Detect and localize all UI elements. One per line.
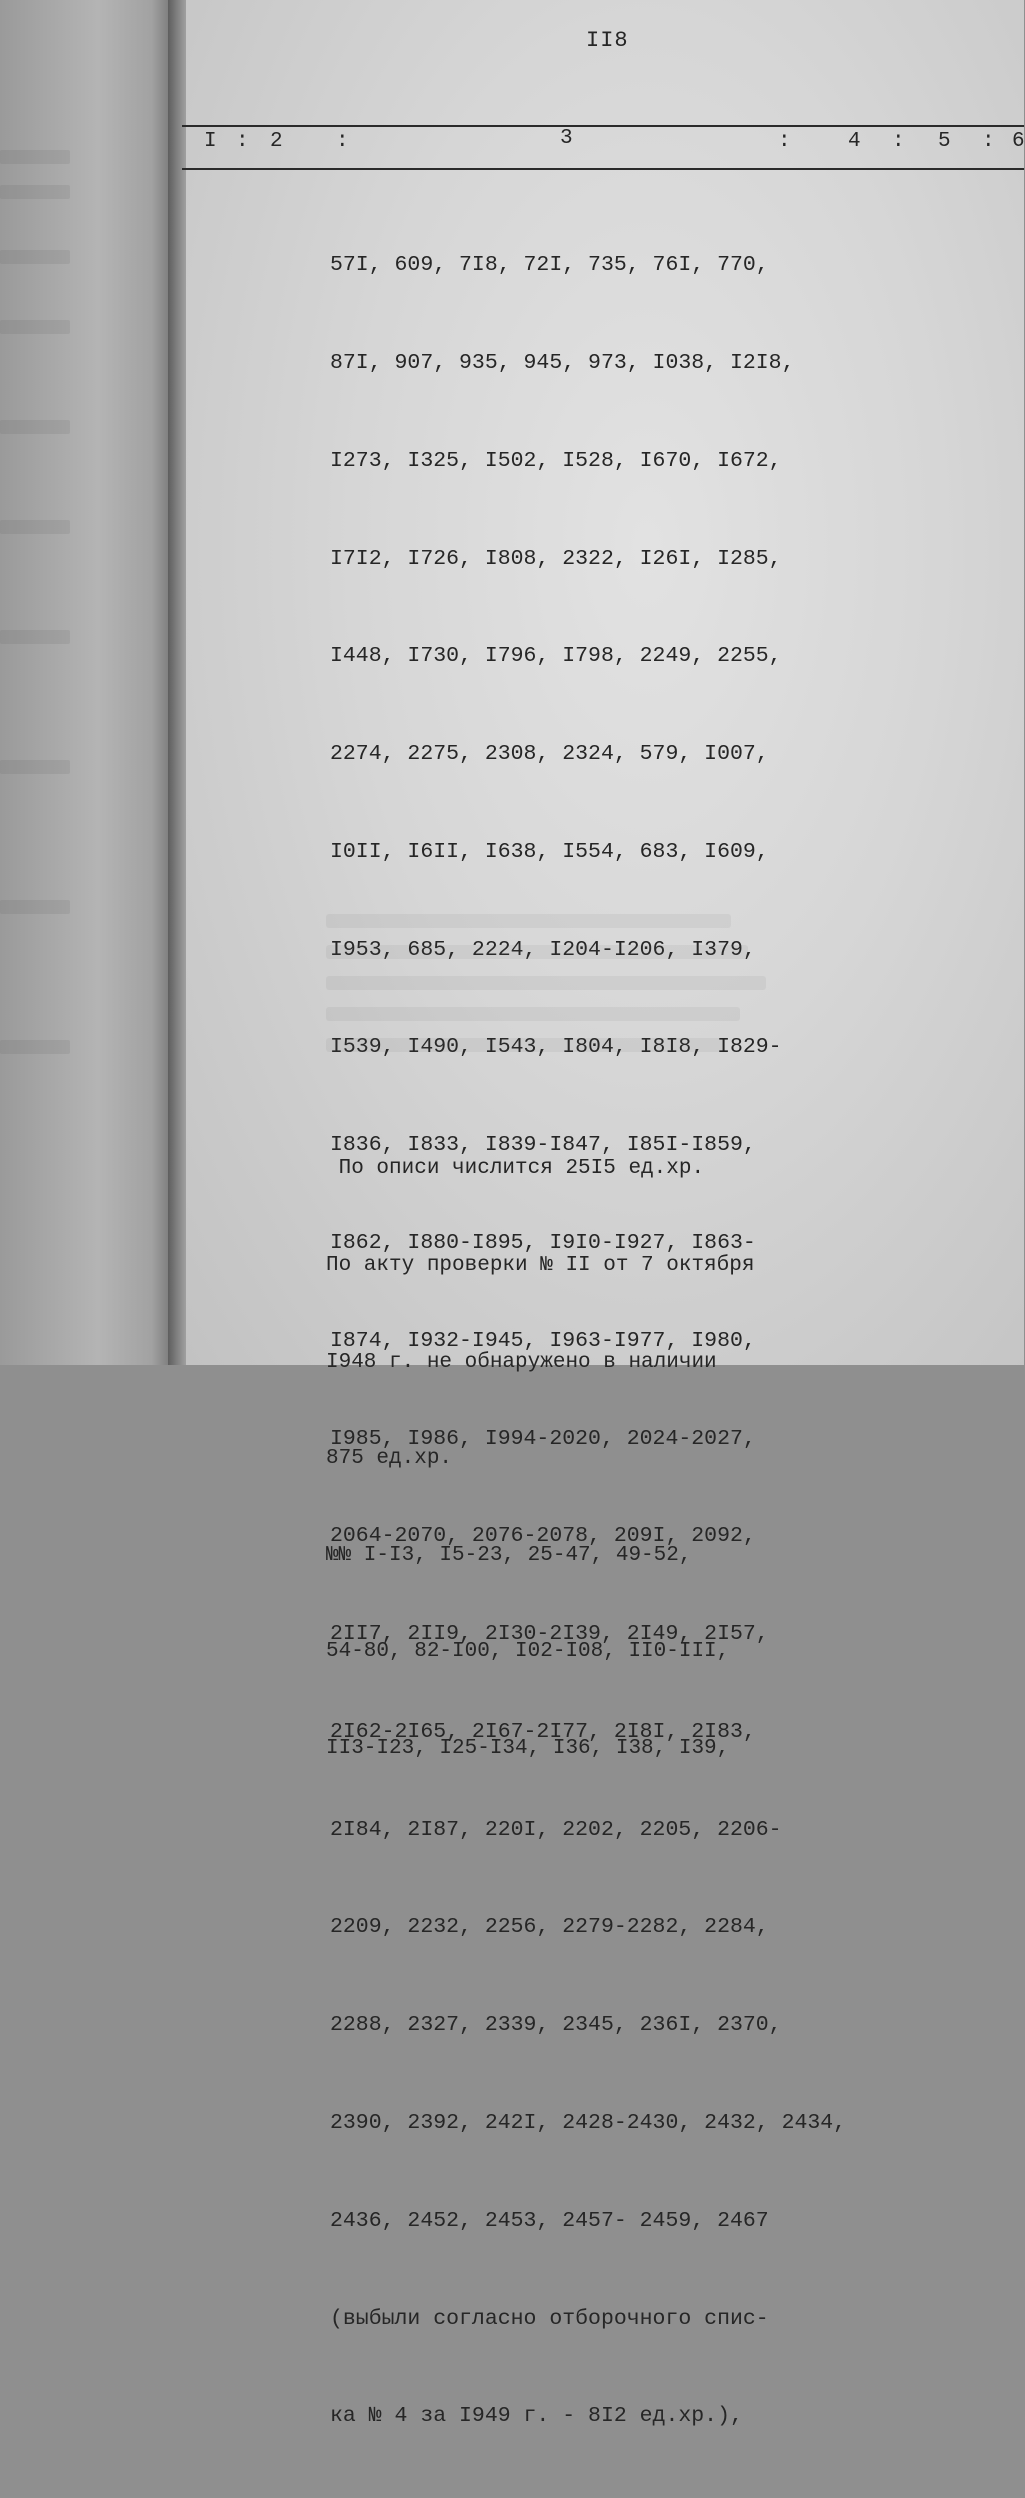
text-line: 2064-2070, 2076-2078, 209I, 2092, bbox=[330, 1524, 756, 1549]
bleed-mark bbox=[0, 520, 70, 534]
document-page bbox=[186, 0, 1025, 2429]
text-line: 2390, 2392, 242I, 2428-2430, 2432, 2434, bbox=[330, 2111, 847, 2136]
bleed-mark bbox=[0, 320, 70, 334]
text-line: 57I, 609, 7I8, 72I, 735, 76I, 770, bbox=[330, 253, 769, 278]
column-header-2: 2 bbox=[270, 130, 283, 153]
bleed-mark bbox=[0, 1040, 70, 1054]
text-line: 2I62-2I65, 2I67-2I77, 2I8I, 2I83, bbox=[330, 1719, 756, 1744]
bleed-mark bbox=[0, 900, 70, 914]
text-line: I836, I833, I839-I847, I85I-I859, bbox=[330, 1133, 756, 1158]
text-line: 2II7, 2II9, 2I30-2I39, 2I49, 2I57, bbox=[330, 1622, 769, 1647]
text-line: 875 ед.хр. bbox=[326, 1447, 453, 1471]
text-line: 54-80, 82-I00, I02-I08, II0-III, bbox=[326, 1640, 730, 1664]
text-line: 2288, 2327, 2339, 2345, 236I, 2370, bbox=[330, 2013, 782, 2038]
text-line: I273, I325, I502, I528, I670, I672, bbox=[330, 448, 782, 473]
text-line: 2209, 2232, 2256, 2279-2282, 2284, bbox=[330, 1915, 769, 1940]
text-line: I539, I490, I543, I804, I8I8, I829- bbox=[330, 1035, 782, 1060]
text-line: ка № 4 за I949 г. - 8I2 ед.хр.), bbox=[330, 2404, 743, 2429]
text-line: I0II, I6II, I638, I554, 683, I609, bbox=[330, 839, 769, 864]
table-header-rule-top bbox=[182, 125, 1024, 127]
text-line: I448, I730, I796, I798, 2249, 2255, bbox=[330, 644, 782, 669]
inventory-summary bbox=[326, 1089, 754, 1830]
text-line: 2274, 2275, 2308, 2324, 579, I007, bbox=[330, 742, 769, 767]
bleed-mark bbox=[0, 630, 70, 644]
text-line: I874, I932-I945, I963-I977, I980, bbox=[330, 1328, 756, 1353]
text-line: По описи числится 25I5 ед.хр. bbox=[326, 1157, 705, 1181]
column-separator: : bbox=[236, 130, 249, 153]
column-separator: : bbox=[778, 130, 791, 153]
bleed-mark bbox=[0, 420, 70, 434]
text-line: (выбыли согласно отборочного спис- bbox=[330, 2306, 769, 2331]
bleed-through-text bbox=[326, 914, 766, 1064]
text-line: I948 г. не обнаружено в наличии bbox=[326, 1350, 717, 1374]
column-header-5: 5 bbox=[938, 130, 951, 153]
text-line: По акту проверки № II от 7 октября bbox=[326, 1254, 755, 1277]
text-line: 87I, 907, 935, 945, 973, I038, I2I8, bbox=[330, 350, 795, 375]
column-separator: : bbox=[982, 130, 995, 153]
page-number: II8 bbox=[586, 28, 629, 53]
column-header-6: 6 bbox=[1012, 130, 1025, 153]
column-separator: : bbox=[892, 130, 905, 153]
column-header-1: I bbox=[204, 130, 217, 153]
table-header-rule-bottom bbox=[182, 168, 1024, 170]
text-line: I985, I986, I994-2020, 2024-2027, bbox=[330, 1426, 756, 1451]
text-line: 2I84, 2I87, 220I, 2202, 2205, 2206- bbox=[330, 1817, 782, 1842]
column-header-4: 4 bbox=[848, 130, 861, 153]
text-line: I862, I880-I895, I9I0-I927, I863- bbox=[330, 1231, 756, 1255]
bleed-mark bbox=[0, 250, 70, 264]
bleed-mark bbox=[0, 760, 70, 774]
left-page-edge bbox=[0, 0, 178, 1365]
column-separator: : bbox=[336, 130, 349, 153]
bleed-mark bbox=[0, 150, 70, 164]
text-line: №№ I-I3, I5-23, 25-47, 49-52, bbox=[326, 1543, 692, 1567]
bleed-mark bbox=[0, 185, 70, 199]
text-line: II3-I23, I25-I34, I36, I38, I39, bbox=[326, 1736, 730, 1760]
text-line: I7I2, I726, I808, 2322, I26I, I285, bbox=[330, 546, 782, 571]
column-header-3: 3 bbox=[560, 127, 573, 150]
text-line: 2436, 2452, 2453, 2457- 2459, 2467 bbox=[330, 2208, 769, 2233]
text-line: I953, 685, 2224, I204-I206, I379, bbox=[330, 937, 756, 962]
